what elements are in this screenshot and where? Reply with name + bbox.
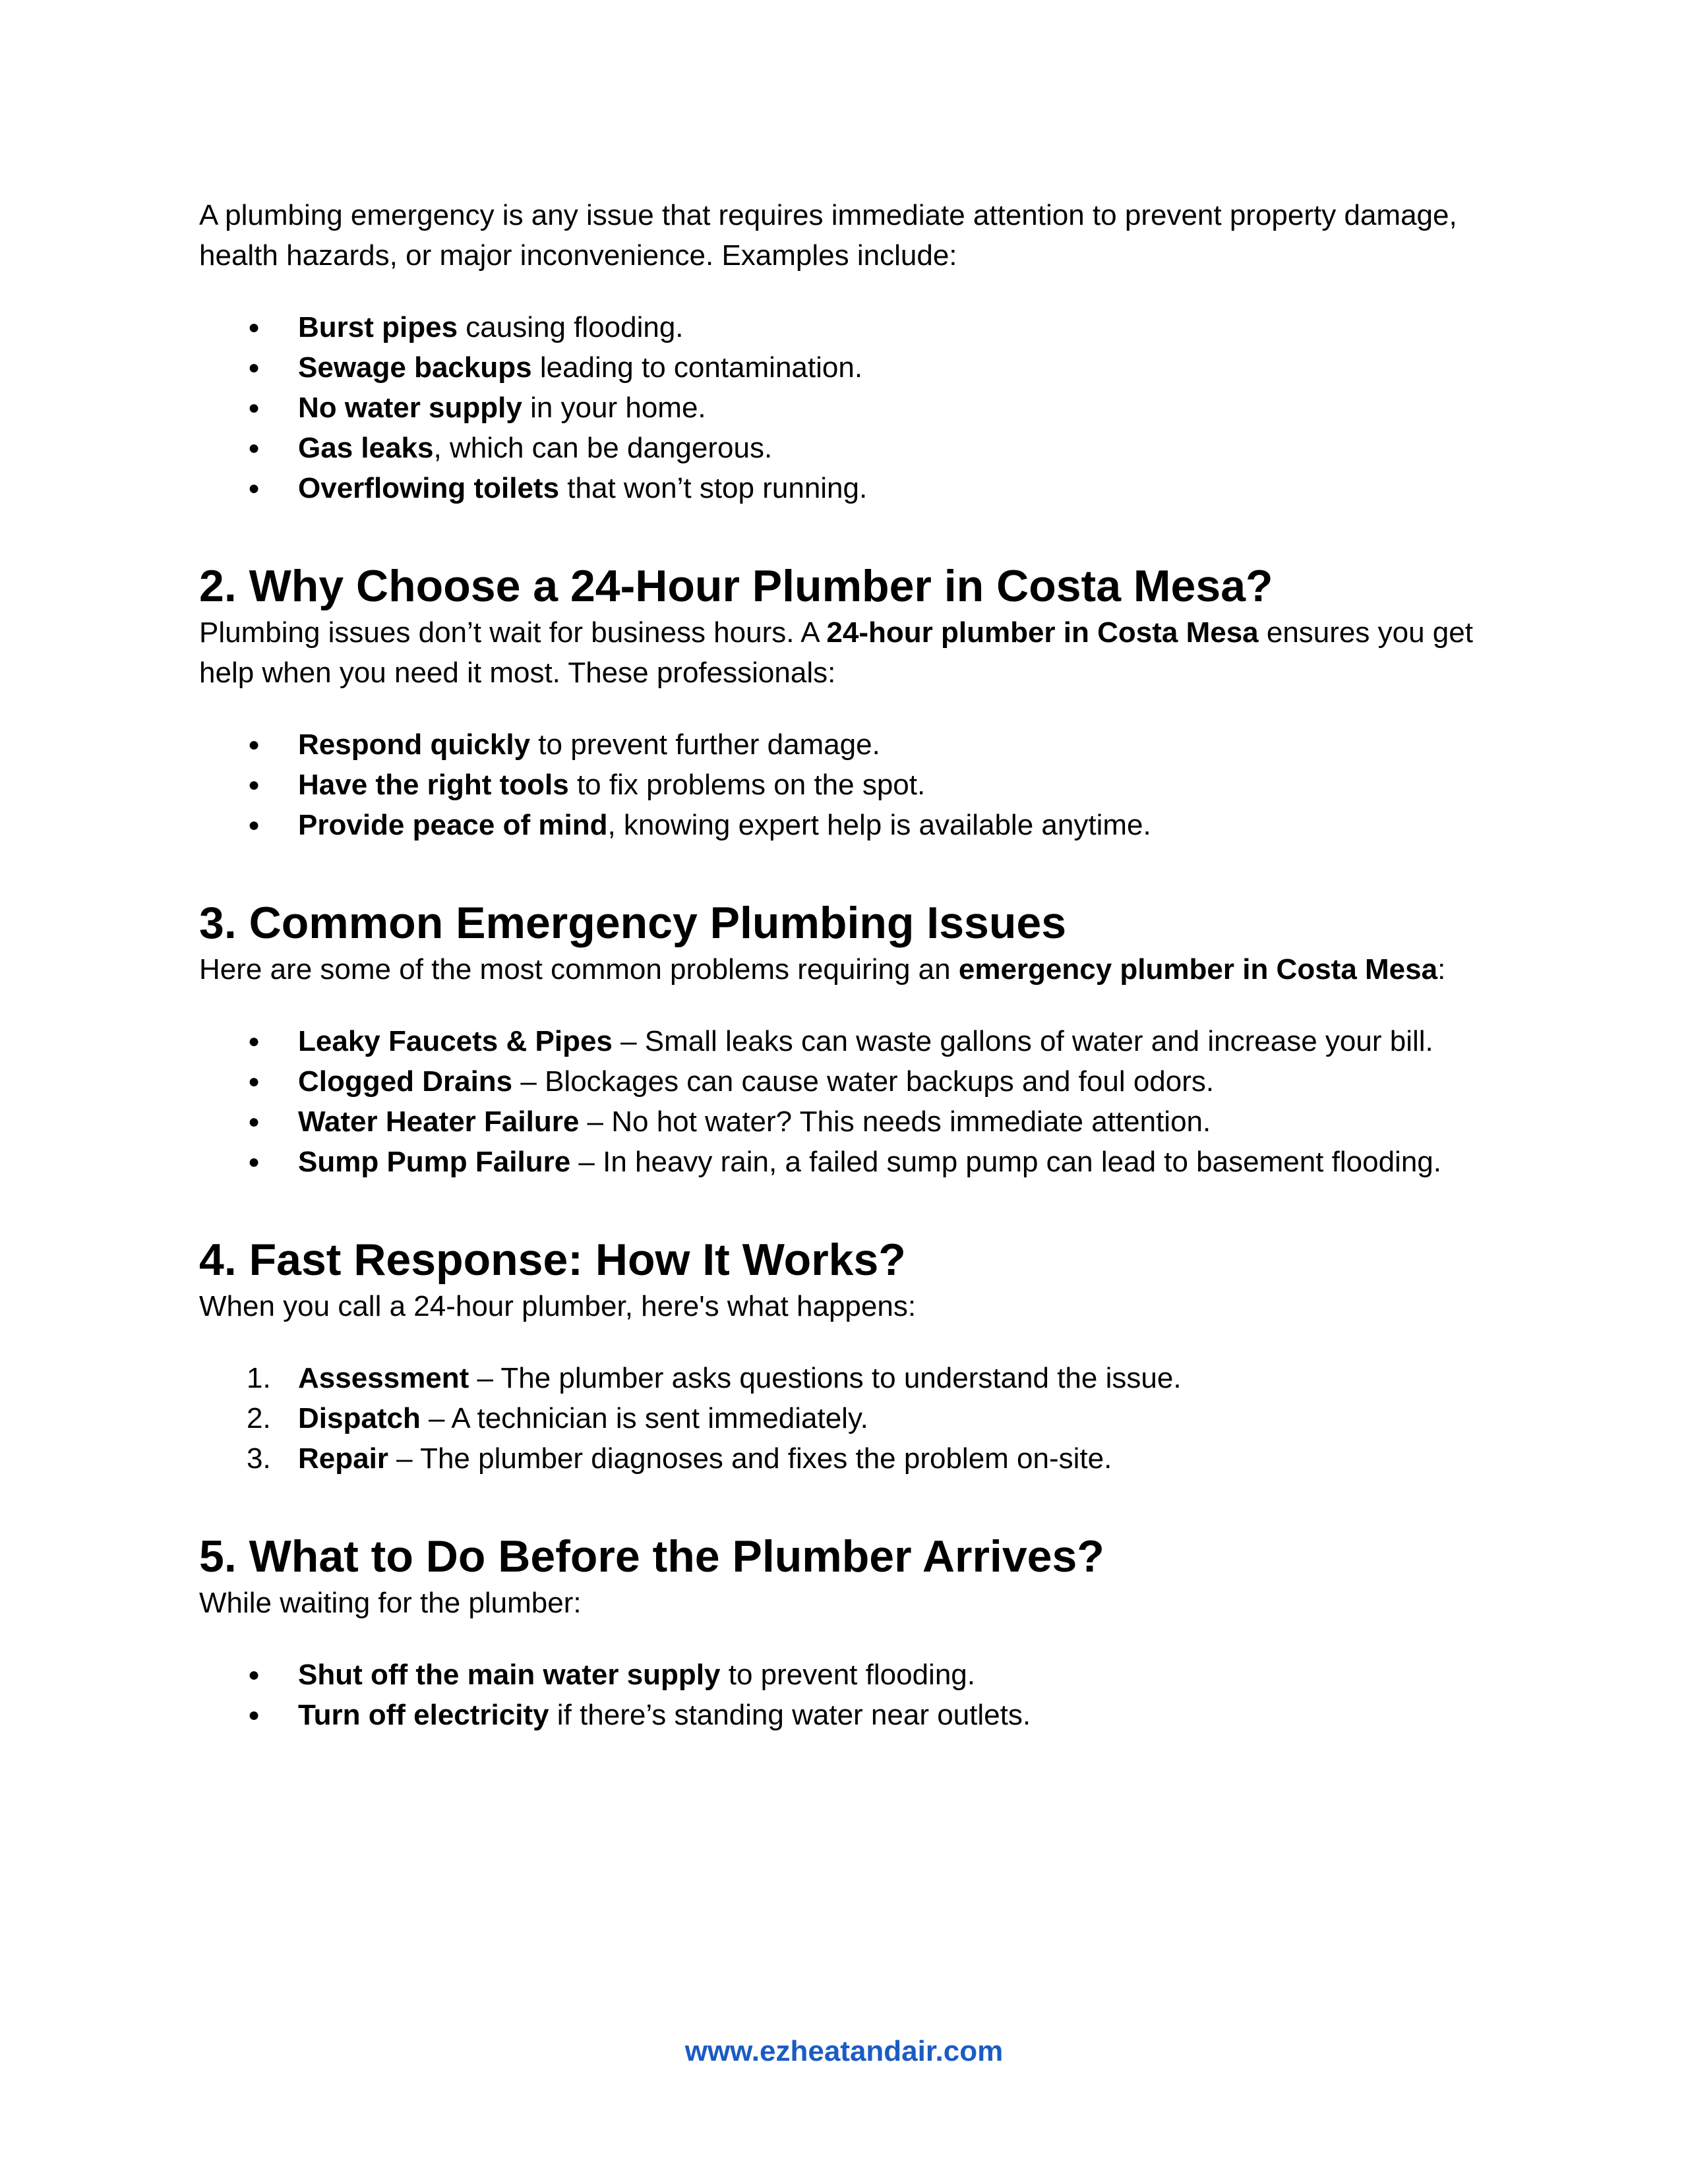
bullet-icon: ●: [248, 1111, 260, 1133]
list-item: ● Overflowing toilets that won’t stop running.: [199, 468, 1505, 508]
list-item: ● Have the right tools to fix problems on the spot.: [199, 765, 1505, 805]
list-item: ● Provide peace of mind, knowing expert help is available anytime.: [199, 805, 1505, 845]
list-item: ● Respond quickly to prevent further damage.: [199, 724, 1505, 765]
list-item: ● No water supply in your home.: [199, 388, 1505, 428]
list-item: ● Leaky Faucets & Pipes – Small leaks can waste gallons of water and increase your bill.: [199, 1021, 1505, 1061]
section-4-paragraph: When you call a 24-hour plumber, here's what happens:: [199, 1290, 917, 1322]
section-2-heading: 2. Why Choose a 24-Hour Plumber in Costa Mesa?: [199, 561, 1273, 611]
bullet-icon: ●: [248, 1030, 260, 1052]
list-item: ● Shut off the main water supply to prevent flooding.: [199, 1655, 1505, 1695]
section-5-heading: 5. What to Do Before the Plumber Arrives?: [199, 1531, 1104, 1581]
common-issues-list: [199, 1021, 1505, 1182]
document-page: [199, 195, 1505, 1735]
bullet-icon: ●: [248, 1071, 260, 1092]
footer-website-link[interactable]: www.ezheatandair.com: [684, 2035, 1004, 2067]
response-steps-list: [199, 1358, 1505, 1479]
before-arrival-list: [199, 1655, 1505, 1735]
list-item: ● Water Heater Failure – No hot water? This needs immediate attention.: [199, 1102, 1505, 1142]
step-number: 1.: [247, 1362, 271, 1394]
section-3-heading: 3. Common Emergency Plumbing Issues: [199, 898, 1067, 948]
bullet-icon: ●: [248, 1704, 260, 1726]
bullet-icon: ●: [248, 437, 260, 459]
section-3-paragraph: Here are some of the most common problems requiring an emergency plumber in Costa Mesa:: [199, 953, 1446, 986]
emergency-examples-list: [199, 307, 1505, 508]
list-item: ● Sump Pump Failure – In heavy rain, a failed sump pump can lead to basement flooding.: [199, 1142, 1505, 1182]
bullet-icon: ●: [248, 316, 260, 338]
list-item: 1. Assessment – The plumber asks questions to understand the issue.: [199, 1358, 1505, 1398]
bullet-icon: ●: [248, 774, 260, 796]
bullet-icon: ●: [248, 1664, 260, 1686]
list-item: ● Burst pipes causing flooding.: [199, 307, 1505, 347]
step-number: 2.: [247, 1402, 271, 1434]
list-item: ● Gas leaks, which can be dangerous.: [199, 428, 1505, 468]
list-item: 3. Repair – The plumber diagnoses and fixes the problem on-site.: [199, 1438, 1505, 1479]
professionals-list: [199, 724, 1505, 845]
intro-paragraph: A plumbing emergency is any issue that requires immediate attention to prevent property damage, health hazards, or major inconvenience. Examples include:: [199, 199, 1457, 272]
section-5-paragraph: While waiting for the plumber:: [199, 1587, 582, 1619]
bullet-icon: ●: [248, 1151, 260, 1173]
list-item: ● Clogged Drains – Blockages can cause water backups and foul odors.: [199, 1061, 1505, 1102]
list-item: 2. Dispatch – A technician is sent immediately.: [199, 1398, 1505, 1438]
bullet-icon: ●: [248, 734, 260, 755]
list-item: ● Sewage backups leading to contamination.: [199, 347, 1505, 388]
list-item: ● Turn off electricity if there’s standing water near outlets.: [199, 1695, 1505, 1735]
bullet-icon: ●: [248, 477, 260, 499]
bullet-icon: ●: [248, 357, 260, 378]
bullet-icon: ●: [248, 397, 260, 419]
step-number: 3.: [247, 1442, 271, 1475]
bullet-icon: ●: [248, 814, 260, 836]
section-4-heading: 4. Fast Response: How It Works?: [199, 1235, 906, 1285]
section-2-paragraph: Plumbing issues don’t wait for business hours. A 24-hour plumber in Costa Mesa ensures you get help when you need it most. These professionals:: [199, 616, 1473, 689]
